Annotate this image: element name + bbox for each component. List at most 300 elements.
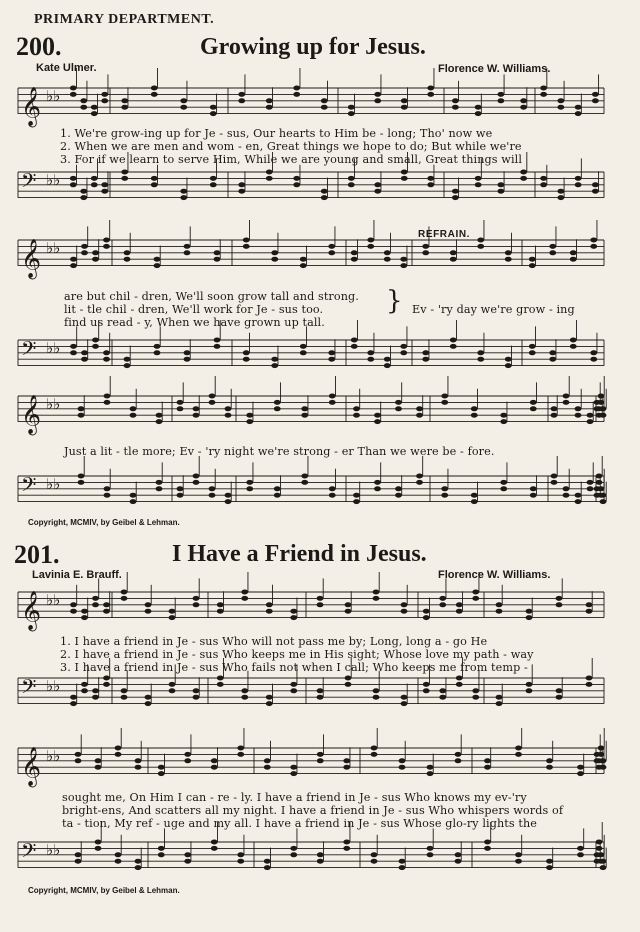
copyright: Copyright, MCMIV, by Geibel & Lehman. [28, 886, 180, 895]
note-head [217, 676, 224, 681]
note-head [101, 98, 108, 103]
note-head [575, 493, 582, 498]
note-head [371, 746, 378, 751]
note-head [210, 182, 217, 187]
note-head [351, 338, 358, 343]
note-head [529, 257, 536, 262]
note-head [505, 250, 512, 255]
note-head [600, 499, 607, 504]
note-head [590, 244, 597, 249]
note-head [266, 701, 273, 706]
note-head [546, 765, 553, 770]
note-head [353, 413, 360, 418]
note-head [455, 859, 462, 864]
note-head [577, 765, 584, 770]
note-head [225, 406, 232, 411]
note-head [211, 758, 218, 763]
note-head [351, 257, 358, 262]
note-head [450, 344, 457, 349]
note-head [70, 350, 77, 355]
note-head [515, 859, 522, 864]
note-head [81, 615, 88, 620]
note-head [151, 176, 158, 181]
note-head [317, 859, 324, 864]
note-head [78, 406, 85, 411]
note-head [80, 189, 87, 194]
note-head [471, 493, 478, 498]
note-head [549, 244, 556, 249]
note-head [274, 400, 281, 405]
note-head [452, 195, 459, 200]
note-head [274, 486, 281, 491]
note-head [348, 105, 355, 110]
note-head [103, 244, 110, 249]
note-head [301, 480, 308, 485]
note-head [321, 98, 328, 103]
note-head [266, 609, 273, 614]
note-head [441, 486, 448, 491]
note-head [214, 257, 221, 262]
note-head [246, 413, 253, 418]
note-head [384, 363, 391, 368]
note-head [416, 480, 423, 485]
note-head [575, 406, 582, 411]
note-head [456, 676, 463, 681]
note-head [151, 86, 158, 91]
note-head [193, 695, 200, 700]
note-head [301, 413, 308, 418]
note-head [154, 344, 161, 349]
hymn-number: 200. [16, 32, 62, 61]
note-head [95, 758, 102, 763]
note-head [145, 609, 152, 614]
lyric-verse-2: 2. I have a friend in Je - sus Who keeps me in His sight; Whose love my path - way [60, 648, 534, 661]
note-head [81, 682, 88, 687]
note-head [422, 244, 429, 249]
note-head [374, 486, 381, 491]
note-head [529, 263, 536, 268]
note-head [246, 480, 253, 485]
note-head [274, 493, 281, 498]
note-head [214, 344, 221, 349]
note-head [343, 765, 350, 770]
note-head [530, 400, 537, 405]
key-signature-icon: ♭♭ [46, 86, 61, 105]
note-head [563, 486, 570, 491]
note-head [238, 92, 245, 97]
note-head [124, 250, 131, 255]
note-head [70, 86, 77, 91]
note-head [290, 682, 297, 687]
note-head [135, 758, 142, 763]
lyric-verse-1: are but chil - dren, We'll soon grow tall and strong. [64, 290, 359, 303]
note-head [472, 590, 479, 595]
note-head [241, 590, 248, 595]
note-head [70, 609, 77, 614]
note-head [101, 92, 108, 97]
note-head [80, 105, 87, 110]
note-head [427, 176, 434, 181]
note-head [290, 765, 297, 770]
note-head [549, 357, 556, 362]
note-head [328, 350, 335, 355]
note-head [450, 257, 457, 262]
note-head [217, 602, 224, 607]
note-head [577, 852, 584, 857]
note-head [395, 406, 402, 411]
note-head [500, 486, 507, 491]
note-head [427, 765, 434, 770]
note-head [193, 406, 200, 411]
note-head [145, 701, 152, 706]
note-head [209, 394, 216, 399]
note-head [598, 852, 605, 857]
note-head [238, 182, 245, 187]
note-head [156, 419, 163, 424]
note-head [586, 609, 593, 614]
note-head [472, 695, 479, 700]
note-head [210, 105, 217, 110]
note-head [135, 865, 142, 870]
note-head [193, 602, 200, 607]
note-head [75, 852, 82, 857]
bass-clef-icon: 𝄢 [21, 473, 37, 502]
note-head [450, 338, 457, 343]
note-head [115, 746, 122, 751]
treble-clef-icon: 𝄞 [21, 86, 42, 127]
note-head [184, 852, 191, 857]
note-head [92, 250, 99, 255]
note-head [81, 357, 88, 362]
lyric-verse-2: bright-ens, And scatters all my night. I have a friend in Je - sus Who whispers words of [62, 804, 564, 817]
note-head [91, 176, 98, 181]
note-head [598, 486, 605, 491]
section-header: PRIMARY DEPARTMENT. [34, 12, 215, 27]
note-head [353, 406, 360, 411]
note-head [497, 98, 504, 103]
treble-clef-icon: 𝄞 [21, 590, 42, 631]
note-head [598, 752, 605, 757]
note-head [497, 182, 504, 187]
note-head [130, 413, 137, 418]
note-head [81, 350, 88, 355]
note-head [427, 852, 434, 857]
note-head [526, 609, 533, 614]
note-head [422, 250, 429, 255]
lyric-verse-1: sought me, On Him I can - re - ly. I have a friend in Je - sus Who knows my ev-'ry [62, 791, 527, 804]
note-head [266, 176, 273, 181]
note-head [441, 400, 448, 405]
note-head [70, 695, 77, 700]
note-head [439, 695, 446, 700]
lyric-verse-2: 2. When we are men and wom - en, Great things we hope to do; But while we're [60, 140, 522, 153]
note-head [540, 92, 547, 97]
note-head [184, 244, 191, 249]
note-head [271, 357, 278, 362]
note-head [154, 257, 161, 262]
note-head [91, 105, 98, 110]
note-head [496, 602, 503, 607]
note-head [600, 413, 607, 418]
note-head [290, 846, 297, 851]
note-head [592, 182, 599, 187]
note-head [496, 701, 503, 706]
note-head [193, 688, 200, 693]
bass-clef-icon: 𝄢 [21, 675, 37, 704]
note-head [374, 413, 381, 418]
note-head [177, 406, 184, 411]
note-head [78, 413, 85, 418]
note-head [373, 688, 380, 693]
note-head [596, 474, 603, 479]
note-head [592, 92, 599, 97]
note-head [70, 344, 77, 349]
note-head [78, 480, 85, 485]
note-head [600, 758, 607, 763]
note-head [384, 257, 391, 262]
note-head [371, 752, 378, 757]
key-signature-icon: ♭♭ [46, 394, 61, 413]
note-head [266, 105, 273, 110]
lyric-verse-2: lit - tle chil - dren, We'll work for Je - sus too. [64, 303, 324, 316]
note-head [301, 474, 308, 479]
note-head [441, 493, 448, 498]
note-head [439, 602, 446, 607]
note-head [575, 182, 582, 187]
note-head [225, 413, 232, 418]
note-head [384, 357, 391, 362]
note-head [121, 688, 128, 693]
note-head [184, 752, 191, 757]
note-head [329, 400, 336, 405]
note-head [497, 92, 504, 97]
note-head [92, 695, 99, 700]
verse-brace: } [386, 286, 403, 316]
note-head [121, 105, 128, 110]
note-head [193, 474, 200, 479]
note-head [526, 615, 533, 620]
note-head [570, 250, 577, 255]
note-head [422, 350, 429, 355]
note-head [587, 486, 594, 491]
note-head [104, 394, 111, 399]
note-head [92, 602, 99, 607]
note-head [505, 257, 512, 262]
note-head [471, 499, 478, 504]
note-head [575, 176, 582, 181]
note-head [439, 688, 446, 693]
note-head [156, 480, 163, 485]
note-head [395, 493, 402, 498]
note-head [520, 105, 527, 110]
note-head [367, 244, 374, 249]
note-head [75, 758, 82, 763]
note-head [563, 493, 570, 498]
note-head [557, 189, 564, 194]
note-head [121, 590, 128, 595]
note-head [317, 752, 324, 757]
note-head [575, 111, 582, 116]
note-head [427, 86, 434, 91]
note-head [399, 765, 406, 770]
note-head [529, 350, 536, 355]
note-head [156, 486, 163, 491]
note-head [246, 486, 253, 491]
note-head [471, 406, 478, 411]
refrain-lyric: Ev - 'ry day we're grow - ing [412, 303, 575, 316]
note-head [321, 105, 328, 110]
lyric-verse-1: 1. We're grow-ing up for Je - sus, Our hearts to Him be - long; Tho' now we [60, 127, 493, 140]
note-head [237, 752, 244, 757]
note-head [596, 846, 603, 851]
note-head [374, 92, 381, 97]
note-head [92, 344, 99, 349]
note-head [81, 688, 88, 693]
note-head [427, 92, 434, 97]
note-head [345, 682, 352, 687]
note-head [477, 238, 484, 243]
note-head [520, 176, 527, 181]
note-head [546, 758, 553, 763]
note-head [274, 406, 281, 411]
note-head [373, 590, 380, 595]
note-head [177, 493, 184, 498]
note-head [115, 752, 122, 757]
note-head [526, 682, 533, 687]
bass-clef-icon: 𝄢 [21, 337, 37, 366]
note-head [590, 357, 597, 362]
note-head [328, 357, 335, 362]
key-signature-icon: ♭♭ [46, 746, 61, 765]
note-head [530, 486, 537, 491]
note-head [515, 752, 522, 757]
note-head [575, 413, 582, 418]
note-head [551, 474, 558, 479]
note-head [95, 846, 102, 851]
note-head [563, 394, 570, 399]
note-head [290, 771, 297, 776]
note-head [367, 357, 374, 362]
note-head [154, 263, 161, 268]
note-head [329, 486, 336, 491]
note-head [193, 413, 200, 418]
note-head [401, 176, 408, 181]
note-head [156, 413, 163, 418]
note-head [104, 400, 111, 405]
note-head [472, 688, 479, 693]
note-head [266, 602, 273, 607]
key-signature-icon: ♭♭ [46, 170, 61, 189]
note-head [151, 182, 158, 187]
note-head [401, 170, 408, 175]
note-head [497, 189, 504, 194]
note-head [546, 865, 553, 870]
bass-clef-icon: 𝄢 [21, 169, 37, 198]
note-head [477, 244, 484, 249]
copyright: Copyright, MCMIV, by Geibel & Lehman. [28, 518, 180, 527]
note-head [243, 357, 250, 362]
note-head [600, 859, 607, 864]
bass-clef-icon: 𝄢 [21, 839, 37, 868]
note-head [169, 688, 176, 693]
note-head [556, 695, 563, 700]
note-head [351, 250, 358, 255]
note-head [455, 758, 462, 763]
note-head [193, 480, 200, 485]
note-head [484, 846, 491, 851]
note-head [374, 189, 381, 194]
note-head [587, 419, 594, 424]
note-head [101, 189, 108, 194]
note-head [103, 676, 110, 681]
note-head [271, 257, 278, 262]
note-head [243, 238, 250, 243]
note-head [345, 609, 352, 614]
note-head [158, 771, 165, 776]
note-head [515, 746, 522, 751]
note-head [373, 596, 380, 601]
note-head [211, 840, 218, 845]
note-head [505, 363, 512, 368]
note-head [184, 350, 191, 355]
note-head [549, 350, 556, 355]
note-head [75, 752, 82, 757]
note-head [209, 493, 216, 498]
note-head [180, 98, 187, 103]
note-head [570, 338, 577, 343]
note-head [530, 406, 537, 411]
note-head [104, 493, 111, 498]
note-head [399, 859, 406, 864]
note-head [472, 596, 479, 601]
note-head [293, 92, 300, 97]
note-head [556, 688, 563, 693]
note-head [549, 250, 556, 255]
note-head [184, 250, 191, 255]
note-head [180, 189, 187, 194]
note-head [217, 682, 224, 687]
note-head [81, 609, 88, 614]
note-head [151, 92, 158, 97]
note-head [317, 852, 324, 857]
note-head [439, 596, 446, 601]
note-head [546, 859, 553, 864]
note-head [484, 840, 491, 845]
note-head [530, 493, 537, 498]
note-head [130, 406, 137, 411]
note-head [395, 486, 402, 491]
hymn-title: Growing up for Jesus. [200, 34, 426, 60]
note-head [427, 771, 434, 776]
note-head [416, 413, 423, 418]
note-head [590, 350, 597, 355]
note-head [416, 474, 423, 479]
key-signature-icon: ♭♭ [46, 338, 61, 357]
refrain-label: REFRAIN. [418, 229, 471, 240]
note-head [78, 474, 85, 479]
note-head [70, 176, 77, 181]
note-head [211, 846, 218, 851]
lyric-verse-1: 1. I have a friend in Je - sus Who will not pass me by; Long, long a - go He [60, 635, 488, 648]
note-head [121, 695, 128, 700]
note-head [526, 688, 533, 693]
note-head [95, 765, 102, 770]
note-head [264, 758, 271, 763]
note-head [423, 609, 430, 614]
note-head [496, 609, 503, 614]
note-head [135, 765, 142, 770]
note-head [169, 682, 176, 687]
